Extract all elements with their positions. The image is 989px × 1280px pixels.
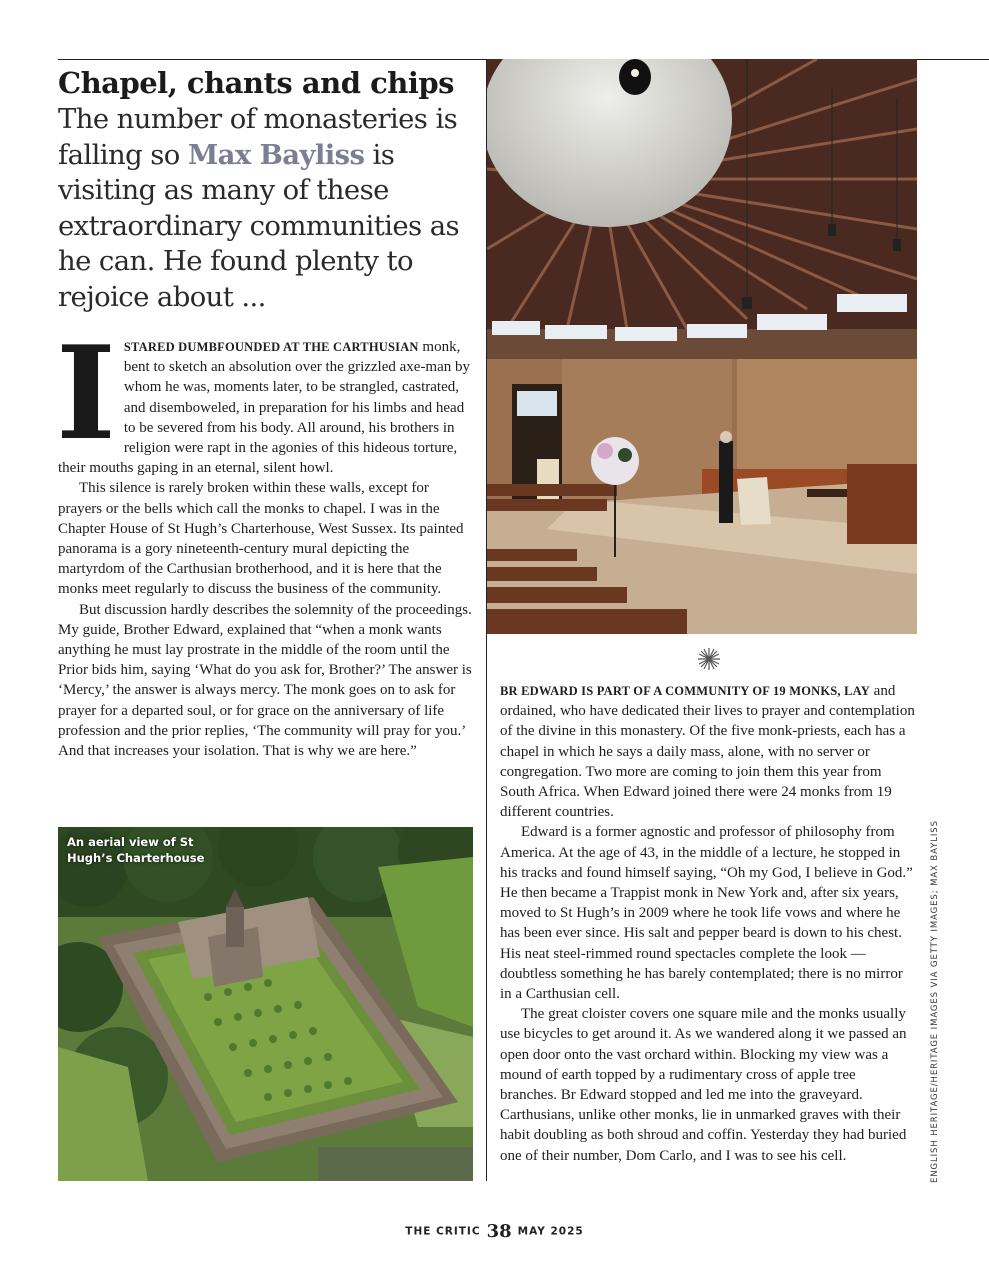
paragraph-4 (500, 681, 915, 822)
paragraph-4-text: and ordained, who have dedicated their lives to prayer and contemplation of the divine in this monastery. Of the five monk-priests, each has a chapel in which he says a daily mass, alone, with no server or congregation. Two more are coming to join them this year from South Africa. When Edward joined there were 24 monks from 19 different countries. (500, 683, 915, 821)
aerial-photo (58, 827, 473, 1181)
aerial-caption: An aerial view of St Hugh’s Charterhouse (67, 835, 205, 865)
chapel-photo (487, 59, 917, 634)
author-byline: Max Bayliss (187, 138, 365, 171)
lead-in: STARED DUMBFOUNDED AT THE CARTHUSIAN (123, 340, 419, 354)
aerial-illustration (58, 827, 473, 1181)
publication-name: THE CRITIC (405, 1225, 481, 1238)
standfirst-start: The number of monasteries is falling so (58, 103, 458, 171)
article-header (58, 66, 472, 315)
section-lead-in: BR EDWARD IS PART OF A COMMUNITY OF 19 MONKS, LAY (500, 684, 870, 698)
paragraph-5: Edward is a former agnostic and professor of philosophy from America. At the age of 43, in the middle of a lecture, he stopped in his tracks and found himself saying, “Oh my God, I believe in God.” He then became a Trappist monk in New York and, after six years, moved to St Hugh’s in 2009 where he took life vows and where he has been ever since. His salt and pepper beard is down to his chest. His neat steel-rimmed round spectacles complete the look — doubtless something he has barely contemplated; there is no mirror in a Carthusian cell. (500, 824, 913, 1003)
paragraph-1-text: monk, bent to sketch an absolution over the grizzled axe-man by whom he was, moments later, to be strangled, castrated, and disemboweled, in preparation for his limbs and head to be severed from his body. All around, his brothers in religion were rapt in the agonies of this hideous torture, their mouths gaping in an eternal, silent howl. (58, 339, 471, 477)
photo-credit: ENGLISH HERITAGE/HERITAGE IMAGES VIA GETTY IMAGES; MAX BAYLISS (930, 820, 940, 1183)
section-divider-star-icon (697, 647, 721, 671)
drop-cap: I (56, 319, 116, 469)
issue-date: MAY 2025 (517, 1225, 584, 1238)
chapel-illustration (487, 59, 917, 634)
page-footer (0, 1221, 989, 1242)
page-number: 38 (486, 1221, 512, 1242)
paragraph-2: This silence is rarely broken within these walls, except for prayers or the bells which call the monks to chapel. I was in the Chapter House of St Hugh’s Charterhouse, West Sussex. Its painted panorama is a gory nineteenth-century mural depicting the martyrdom of the Carthusian brotherhood, and it is here that the monks meet regularly to discuss the business of the community. (58, 480, 464, 598)
right-column-body (500, 681, 915, 1166)
headline: Chapel, chants and chips (58, 66, 454, 100)
left-column-body (56, 319, 472, 761)
paragraph-1 (56, 319, 472, 478)
paragraph-6: The great cloister covers one square mile and the monks usually use bicycles to get around it. As we wandered along it we passed an open door onto the vast orchard within. Blocking my view was a mound of earth topped by a rudimentary cross of apple tree branches. Br Edward stopped and led me into the graveyard. Carthusians, unlike other monks, lie in unmarked graves with their habit doubling as both shroud and coffin. Yesterday they had buried one of their number, Dom Carlo, and I was to see his cell. (500, 1006, 907, 1164)
standfirst (58, 102, 472, 315)
standfirst-end: is visiting as many of these extraordinary communities as he can. He found plenty to rejoice about ... (58, 138, 460, 313)
paragraph-3: But discussion hardly describes the solemnity of the proceedings. My guide, Brother Edward, explained that “when a monk wants anything he must lay prostrate in the middle of the room until the Prior bids him, saying ‘What do you ask for, Brother?’ The answer is ‘Mercy,’ the answer is always mercy. The monk goes on to ask for prayer for a departed soul, or for grace on the anniversary of life profession and the prior replies, ‘The community will pray for you.’ And that increases your isolation. That is why we are here.” (58, 601, 472, 760)
